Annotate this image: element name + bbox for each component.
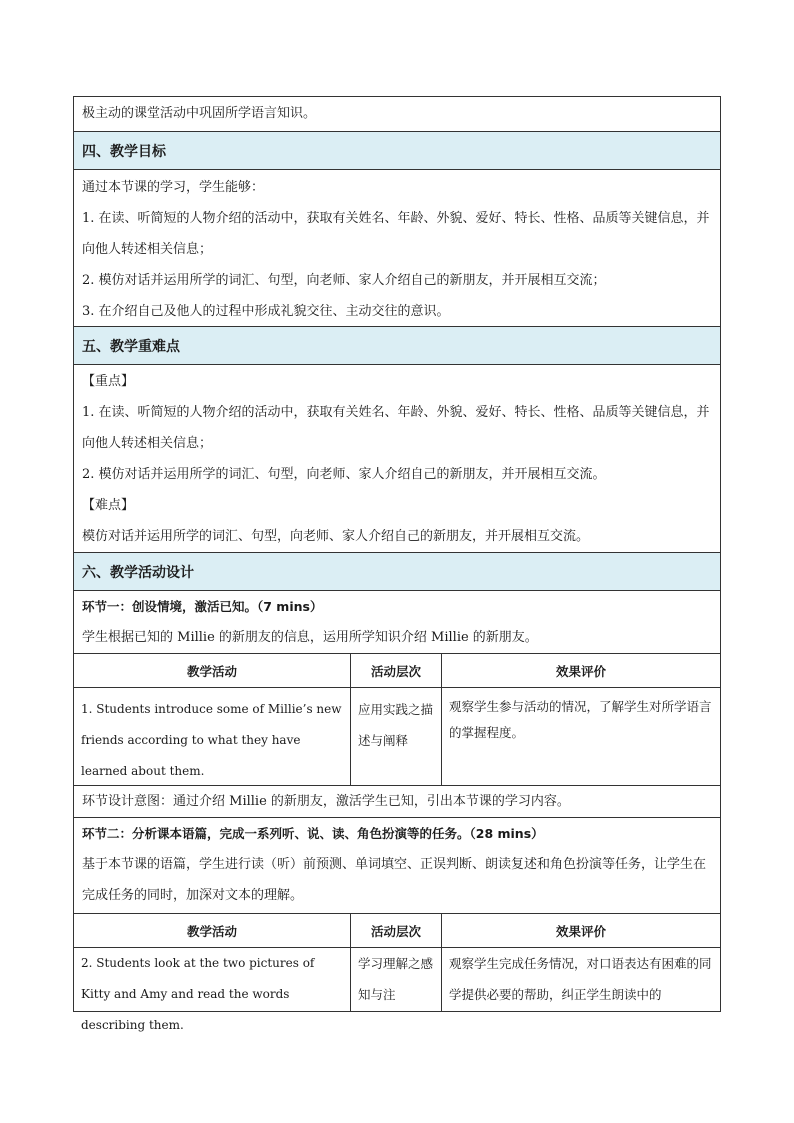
stage1-header-row [73,654,721,688]
evaluation-cell: 观察学生参与活动的情况，了解学生对所学语言的掌握程度。 [449,699,712,740]
stage2-activity-row [73,948,721,1032]
section-activity-design: 六、教学活动设计 [73,553,721,591]
header-evaluation: 效果评价 [555,663,606,679]
lesson-plan-table [73,96,721,1032]
key-1: 1. 在读、听简短的人物介绍的活动中，获取有关姓名、年龄、外貌、爱好、特长、性格、品质等关键信息，并向他人转述相关信息； [82,405,710,451]
activity-cell: 1. Students introduce some of Millie’s new friends according to what they have learned about them. [74,688,351,785]
activity-cell: 2. Students look at the two pictures of Kitty and Amy and read the words describing them. [74,948,351,1011]
stage1-title: 环节一：创设情境，激活已知。（7 mins） [82,599,323,614]
header-activity: 教学活动 [74,914,351,947]
goals-intro: 通过本节课的学习，学生能够： [82,180,265,195]
goal-2: 2. 模仿对话并运用所学的词汇、句型，向老师、家人介绍自己的新朋友，并开展相互交流； [82,273,606,288]
continued-text: 极主动的课堂活动中巩固所学语言知识。 [73,96,721,132]
header-level: 活动层次 [351,914,442,947]
section-teaching-goals: 四、教学目标 [73,132,721,170]
goals-block [73,170,721,327]
evaluation-cell: 观察学生完成任务情况，对口语表达有困难的同学提供必要的帮助，纠正学生朗读中的 [449,956,712,1002]
level-cell: 应用实践之描述与阐释 [351,688,442,785]
stage2-desc: 基于本节课的语篇，学生进行读（听）前预测、单词填空、正误判断、朗读复述和角色扮演等任务，让学生在完成任务的同时，加深对文本的理解。 [82,857,707,903]
difficulty-label: 【难点】 [82,498,135,513]
key-label: 【重点】 [82,374,135,389]
stage1-desc: 学生根据已知的 Millie 的新朋友的信息，运用所学知识介绍 Millie 的新朋友。 [82,630,538,645]
keys-block [73,365,721,553]
section-key-points: 五、教学重难点 [73,327,721,365]
header-level: 活动层次 [351,654,442,687]
difficulty-1: 模仿对话并运用所学的词汇、句型，向老师、家人介绍自己的新朋友，并开展相互交流。 [82,529,590,544]
stage2-block [73,818,721,914]
stage1-activity-row [73,688,721,786]
level-cell: 学习理解之感知与注 [351,948,442,1011]
stage1-intent: 环节设计意图：通过介绍 Millie 的新朋友，激活学生已知，引出本节课的学习内容。 [73,786,721,818]
stage2-title: 环节二：分析课本语篇，完成一系列听、说、读、角色扮演等的任务。（28 mins） [82,826,544,841]
key-2: 2. 模仿对话并运用所学的词汇、句型，向老师、家人介绍自己的新朋友，并开展相互交流。 [82,467,606,482]
goal-1: 1. 在读、听简短的人物介绍的活动中，获取有关姓名、年龄、外貌、爱好、特长、性格、品质等关键信息，并向他人转述相关信息； [82,211,710,257]
stage2-header-row [73,914,721,948]
header-evaluation: 效果评价 [555,923,606,939]
header-activity: 教学活动 [74,654,351,687]
stage1-block [73,591,721,654]
goal-3: 3. 在介绍自己及他人的过程中形成礼貌交往、主动交往的意识。 [82,304,450,319]
